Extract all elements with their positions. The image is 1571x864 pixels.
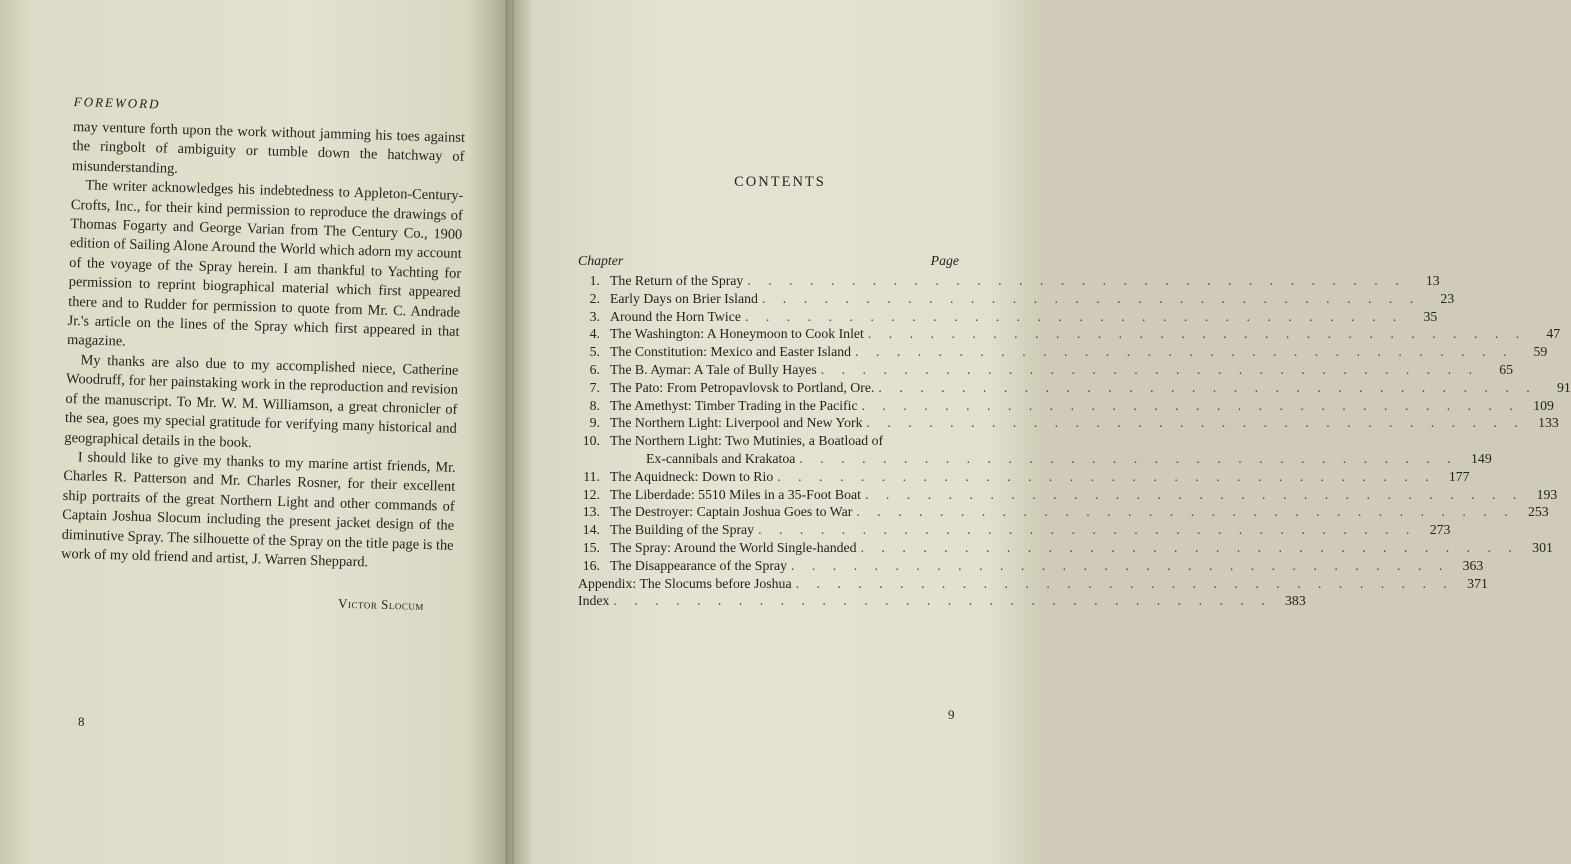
toc-entry [578,379,1571,398]
toc-entry-number: 13. [582,504,600,520]
toc-entry-page: 371 [1467,575,1488,591]
left-page [0,0,508,864]
toc-entry-page: 59 [1533,344,1548,360]
toc-entry-page: 35 [1423,308,1438,324]
toc-entry-page: 47 [1546,326,1561,342]
toc-entry-page: 193 [1536,486,1558,502]
toc-entry-title: Early Days on Brier Island [610,290,758,306]
toc-leader-dots: . . . . . . . . . . . . . . . . . . . . . . . . . . . . . . . . [799,450,1458,466]
foreword-paragraph: My thanks are also due to my accomplished niece, Catherine Woodruff, for her painstaking work in the reproduction and revision of the manuscript. To Mr. W. M. Williamson, a great chronicler of the sea, goes my special gratitude for verifying many historical and geographical details in the book. [64,352,459,451]
toc-leader-dots: . . . . . . . . . . . . . . . . . . . . . . . . . . . . . . . . [861,397,1520,413]
left-page-number: 8 [78,714,85,729]
foreword-paragraph: The writer acknowledges his indebtedness to Appleton-Century-Crofts, Inc., for their kind permission to reproduce the drawings of Thomas Fogarty and George Varian from The Century Co., 1900 edition of Sailing Alone Around the World which adorn my account of the voyage of the Spray herein. I am thankful to Yachting for permission to reprint biographical material which first appeared there and to Rudder for permission to quote from Mr. C. Andrade Jr.'s article on the lines of the Spray which first appeared in that magazine. [66,177,464,351]
toc-leader-dots: . . . . . . . . . . . . . . . . . . . . . . . . . . . . . . . . [744,308,1404,324]
toc-entry-page: 273 [1429,522,1451,538]
toc-entry [578,397,1554,416]
toc-leader-dots: . . . . . . . . . . . . . . . . . . . . . . . . . . . . . . . . [758,522,1417,538]
toc-entry-page: 91 [1556,379,1571,395]
toc-entry-number: 4. [589,326,600,342]
toc-entry-title: The B. Aymar: A Tale of Bully Hayes [610,361,817,377]
toc-entry-page: 109 [1533,397,1554,413]
toc-entry-title: The Northern Light: Liverpool and New York [610,415,863,431]
toc-entry-number: 3. [589,308,600,324]
toc-leader-dots: . . . . . . . . . . . . . . . . . . . . . . . . . . . . . . . . [747,273,1406,288]
toc-entry-number: 6. [589,361,600,377]
foreword-paragraph: I should like to give my thanks to my marine artist friends, Mr. Charles R. Patterson and Mr. Charles Rosner, for their excellent ship portraits of the great Northern Light and other commands of Captain Joshua Slocum including the present jacket design of the diminutive Spray. The silhouette of the Spray on the title page is the work of my old friend and artist, J. Warren Sheppard. [60,449,456,571]
toc-entry-title: The Return of the Spray [610,273,744,288]
toc-entry-title: Around the Horn Twice [610,308,741,324]
toc-entry [578,557,1484,576]
toc-leader-dots: . . . . . . . . . . . . . . . . . . . . . . . . . . . . . . . . [856,504,1515,520]
toc-entry-page: 133 [1538,415,1559,431]
contents-title: CONTENTS [734,174,826,190]
toc-entry-number: 2. [589,290,600,306]
foreword-text-block [60,94,466,615]
toc-entry-number: 9. [589,415,600,431]
toc-entry [578,450,1492,469]
toc-leader-dots: . . . . . . . . . . . . . . . . . . . . . . . . . . . . . . . . [761,290,1421,306]
toc-entry-number: 16. [582,557,600,573]
toc-entry-title: The Liberdade: 5510 Miles in a 35-Foot Boat [610,486,861,502]
toc-entry [578,486,1558,505]
toc-leader-dots: . . . . . . . . . . . . . . . . . . . . . . . . . . . . . . . . [790,557,1450,573]
toc-entry [578,290,1455,309]
toc-leader-dots: . . . . . . . . . . . . . . . . . . . . . . . . . . . . . . . . [864,486,1524,502]
toc-leader-dots: . . . . . . . . . . . . . . . . . . . . . . . . . . . . . . . . [866,415,1525,431]
toc-entry-title: The Spray: Around the World Single-handed [610,539,857,555]
toc-leader-dots: . . . . . . . . . . . . . . . . . . . . . . . . . . . . . . . . [855,344,1514,360]
toc-entry-number: 11. [583,468,600,484]
table-of-contents [578,253,1571,611]
toc-entry [578,504,1549,522]
toc-leader-dots: . . . . . . . . . . . . . . . . . . . . . . . . . . . . . . . . [867,326,1527,342]
foreword-paragraph: may venture forth upon the work without jamming his toes against the ringbolt of ambiguity or tumble down the hatchway of misunderstanding. [71,118,466,177]
running-head: FOREWORD [73,94,161,112]
toc-entry-page: 177 [1448,468,1470,484]
toc-rows [578,273,1571,611]
chapter-column-label: Chapter [578,253,624,268]
toc-leader-dots: . . . . . . . . . . . . . . . . . . . . . . . . . . . . . . . . [860,539,1519,555]
toc-leader-dots: . . . . . . . . . . . . . . . . . . . . . . . . . . . . . . . . [613,593,1272,609]
toc-header [578,253,959,271]
toc-entry [578,539,1553,558]
toc-leader-dots: . . . . . . . . . . . . . . . . . . . . . . . . . . . . . . . . [878,379,1537,395]
toc-entry [578,273,1440,291]
toc-entry-page: 23 [1440,290,1455,306]
toc-entry-number: 14. [582,522,600,538]
toc-entry-title: The Constitution: Mexico and Easter Island [610,344,852,360]
toc-entry [578,522,1451,540]
book-gutter [505,0,514,864]
toc-leader-dots: . . . . . . . . . . . . . . . . . . . . . . . . . . . . . . . . [777,468,1436,484]
toc-entry-page: 13 [1425,273,1440,288]
page-column-label: Page [930,253,959,268]
toc-entry [578,361,1514,380]
right-page-number: 9 [948,707,955,722]
toc-entry-title: Appendix: The Slocums before Joshua [578,575,792,591]
toc-entry-number: 15. [582,539,600,555]
toc-entry-title: The Aquidneck: Down to Rio [610,468,774,484]
toc-entry-title: The Pato: From Petropavlovsk to Portland, Ore. [610,379,875,395]
toc-entry [578,326,1561,344]
toc-entry-title: The Amethyst: Timber Trading in the Pacific [610,397,858,413]
toc-entry [578,468,1470,487]
toc-entry [578,575,1488,594]
toc-entry-page: 383 [1285,593,1306,609]
toc-entry [578,415,1559,433]
toc-entry-title: Index [578,593,610,609]
toc-entry-number: 7. [589,379,600,395]
toc-entry-title: The Destroyer: Captain Joshua Goes to War [610,504,853,520]
toc-entry-number: 12. [582,486,600,502]
toc-entry-title: Ex-cannibals and Krakatoa [646,450,796,466]
toc-entry-number: 5. [589,344,600,360]
toc-entry-number: 8. [589,397,600,413]
toc-entry-page: 65 [1499,361,1514,377]
toc-leader-dots: . . . . . . . . . . . . . . . . . . . . . . . . . . . . . . . . [795,575,1454,591]
toc-entry-number: 10. [582,433,600,449]
toc-entry-title: The Northern Light: Two Mutinies, a Boatload of [610,433,884,449]
toc-entry-page: 301 [1532,539,1553,555]
toc-entry-page: 149 [1471,450,1492,466]
toc-entry-page: 253 [1527,504,1549,520]
toc-entry [578,433,959,451]
author-signature: Victor Slocum [337,595,425,614]
toc-entry [578,344,1548,362]
toc-entry-number: 1. [589,273,600,288]
toc-entry [578,593,1306,611]
toc-entry-title: The Washington: A Honeymoon to Cook Inlet [610,326,864,342]
toc-leader-dots: . . . . . . . . . . . . . . . . . . . . . . . . . . . . . . . . [820,361,1480,377]
toc-entry [578,308,1438,327]
toc-entry-title: The Disappearance of the Spray [610,557,787,573]
toc-entry-page: 363 [1462,557,1484,573]
toc-entry-title: The Building of the Spray [610,522,755,538]
